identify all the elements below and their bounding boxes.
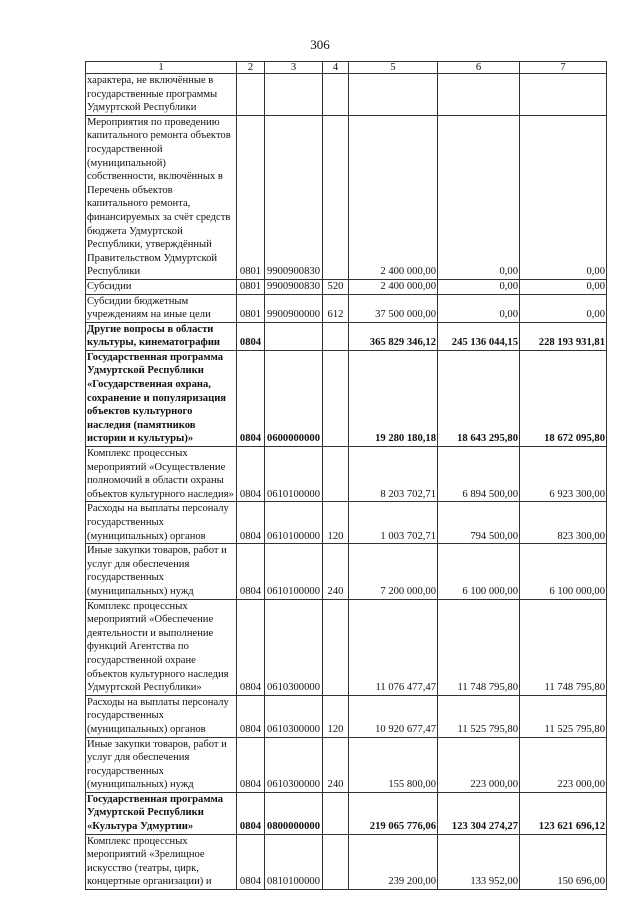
expense-type [323, 115, 349, 279]
amount-col6: 245 136 044,15 [438, 322, 520, 350]
amount-col5: 7 200 000,00 [349, 544, 438, 599]
amount-col6: 18 643 295,80 [438, 350, 520, 446]
header-cell: 5 [349, 62, 438, 74]
amount-col6: 0,00 [438, 294, 520, 322]
header-cell: 1 [86, 62, 237, 74]
expense-type: 520 [323, 279, 349, 294]
table-row [86, 115, 607, 279]
section-code: 0801 [237, 294, 265, 322]
row-name: Мероприятия по проведению капитального ремонта объектов государственной (муниципальной) собственности, включённых в Перечень объектов капитального ремонта, финансируемых за счёт средств бюджета Удмуртской Республики, утверждённый Правительством Удмуртской Республики [86, 115, 237, 279]
row-name: Комплекс процессных мероприятий «Осуществление полномочий в области охраны объектов культурного наследия» [86, 447, 237, 502]
row-name: Иные закупки товаров, работ и услуг для обеспечения государственных (муниципальных) нужд [86, 737, 237, 792]
target-code: 0600000000 [265, 350, 323, 446]
section-code: 0801 [237, 279, 265, 294]
target-code: 0610100000 [265, 447, 323, 502]
amount-col7: 0,00 [520, 279, 607, 294]
table-row [86, 322, 607, 350]
amount-col6: 133 952,00 [438, 834, 520, 889]
amount-col5: 219 065 776,06 [349, 792, 438, 834]
row-name: Расходы на выплаты персоналу государственных (муниципальных) органов [86, 695, 237, 737]
section-code [237, 74, 265, 116]
target-code: 0610100000 [265, 544, 323, 599]
table-row [86, 834, 607, 889]
amount-col7 [520, 74, 607, 116]
section-code: 0804 [237, 350, 265, 446]
expense-type [323, 447, 349, 502]
amount-col6: 11 748 795,80 [438, 599, 520, 695]
section-code: 0804 [237, 695, 265, 737]
header-cell: 3 [265, 62, 323, 74]
expense-type: 240 [323, 737, 349, 792]
target-code: 0610300000 [265, 737, 323, 792]
amount-col6: 123 304 274,27 [438, 792, 520, 834]
amount-col6: 6 100 000,00 [438, 544, 520, 599]
section-code: 0804 [237, 322, 265, 350]
row-name: Комплекс процессных мероприятий «Зрелищное искусство (театры, цирк, концертные организации) и [86, 834, 237, 889]
row-name: Другие вопросы в области культуры, кинематографии [86, 322, 237, 350]
target-code: 0610100000 [265, 502, 323, 544]
section-code: 0804 [237, 447, 265, 502]
target-code: 9900900830 [265, 279, 323, 294]
section-code: 0801 [237, 115, 265, 279]
expense-type: 120 [323, 502, 349, 544]
amount-col6: 6 894 500,00 [438, 447, 520, 502]
table-row [86, 695, 607, 737]
amount-col6: 0,00 [438, 115, 520, 279]
target-code: 0610300000 [265, 599, 323, 695]
amount-col5: 155 800,00 [349, 737, 438, 792]
amount-col5 [349, 74, 438, 116]
expense-type [323, 599, 349, 695]
table-row [86, 447, 607, 502]
row-name: Комплекс процессных мероприятий «Обеспечение деятельности и выполнение функций Агентства по государственной охране объектов культурного наследия Удмуртской Республики» [86, 599, 237, 695]
amount-col5: 365 829 346,12 [349, 322, 438, 350]
header-cell: 4 [323, 62, 349, 74]
expense-type: 240 [323, 544, 349, 599]
amount-col7: 11 525 795,80 [520, 695, 607, 737]
section-code: 0804 [237, 792, 265, 834]
amount-col7: 6 100 000,00 [520, 544, 607, 599]
amount-col7: 223 000,00 [520, 737, 607, 792]
row-name: Иные закупки товаров, работ и услуг для обеспечения государственных (муниципальных) нужд [86, 544, 237, 599]
row-name: Субсидии бюджетным учреждениям на иные цели [86, 294, 237, 322]
table-row [86, 502, 607, 544]
row-name: Субсидии [86, 279, 237, 294]
amount-col6: 0,00 [438, 279, 520, 294]
table-row [86, 792, 607, 834]
header-row [86, 62, 607, 74]
expense-type: 612 [323, 294, 349, 322]
amount-col7: 11 748 795,80 [520, 599, 607, 695]
row-name: Расходы на выплаты персоналу государственных (муниципальных) органов [86, 502, 237, 544]
target-code: 0610300000 [265, 695, 323, 737]
table-row [86, 279, 607, 294]
row-name: Государственная программа Удмуртской Республики «Культура Удмуртии» [86, 792, 237, 834]
header-cell: 2 [237, 62, 265, 74]
amount-col5: 2 400 000,00 [349, 115, 438, 279]
header-cell: 6 [438, 62, 520, 74]
table-body [86, 74, 607, 890]
table-row [86, 737, 607, 792]
expense-type [323, 322, 349, 350]
amount-col6: 223 000,00 [438, 737, 520, 792]
table-row [86, 74, 607, 116]
target-code: 0810100000 [265, 834, 323, 889]
target-code [265, 322, 323, 350]
amount-col7: 0,00 [520, 294, 607, 322]
amount-col5: 10 920 677,47 [349, 695, 438, 737]
amount-col7: 123 621 696,12 [520, 792, 607, 834]
section-code: 0804 [237, 737, 265, 792]
expense-type: 120 [323, 695, 349, 737]
expense-type [323, 792, 349, 834]
page-number: 306 [310, 37, 330, 52]
table-row [86, 544, 607, 599]
amount-col5: 11 076 477,47 [349, 599, 438, 695]
budget-table [85, 61, 607, 890]
amount-col5: 37 500 000,00 [349, 294, 438, 322]
section-code: 0804 [237, 599, 265, 695]
amount-col5: 2 400 000,00 [349, 279, 438, 294]
row-name: Государственная программа Удмуртской Республики «Государственная охрана, сохранение и популяризация объектов культурного наследия (памятников истории и культуры)» [86, 350, 237, 446]
amount-col7: 823 300,00 [520, 502, 607, 544]
amount-col6 [438, 74, 520, 116]
expense-type [323, 350, 349, 446]
amount-col7: 6 923 300,00 [520, 447, 607, 502]
section-code: 0804 [237, 502, 265, 544]
section-code: 0804 [237, 544, 265, 599]
target-code: 9900900830 [265, 115, 323, 279]
amount-col5: 8 203 702,71 [349, 447, 438, 502]
table-row [86, 599, 607, 695]
table-row [86, 350, 607, 446]
amount-col5: 1 003 702,71 [349, 502, 438, 544]
table-row [86, 294, 607, 322]
row-name: характера, не включённые в государственные программы Удмуртской Республики [86, 74, 237, 116]
expense-type [323, 834, 349, 889]
amount-col5: 239 200,00 [349, 834, 438, 889]
amount-col6: 794 500,00 [438, 502, 520, 544]
section-code: 0804 [237, 834, 265, 889]
amount-col7: 228 193 931,81 [520, 322, 607, 350]
expense-type [323, 74, 349, 116]
amount-col7: 0,00 [520, 115, 607, 279]
header-cell: 7 [520, 62, 607, 74]
amount-col7: 150 696,00 [520, 834, 607, 889]
target-code [265, 74, 323, 116]
amount-col6: 11 525 795,80 [438, 695, 520, 737]
amount-col5: 19 280 180,18 [349, 350, 438, 446]
target-code: 0800000000 [265, 792, 323, 834]
target-code: 9900900000 [265, 294, 323, 322]
amount-col7: 18 672 095,80 [520, 350, 607, 446]
